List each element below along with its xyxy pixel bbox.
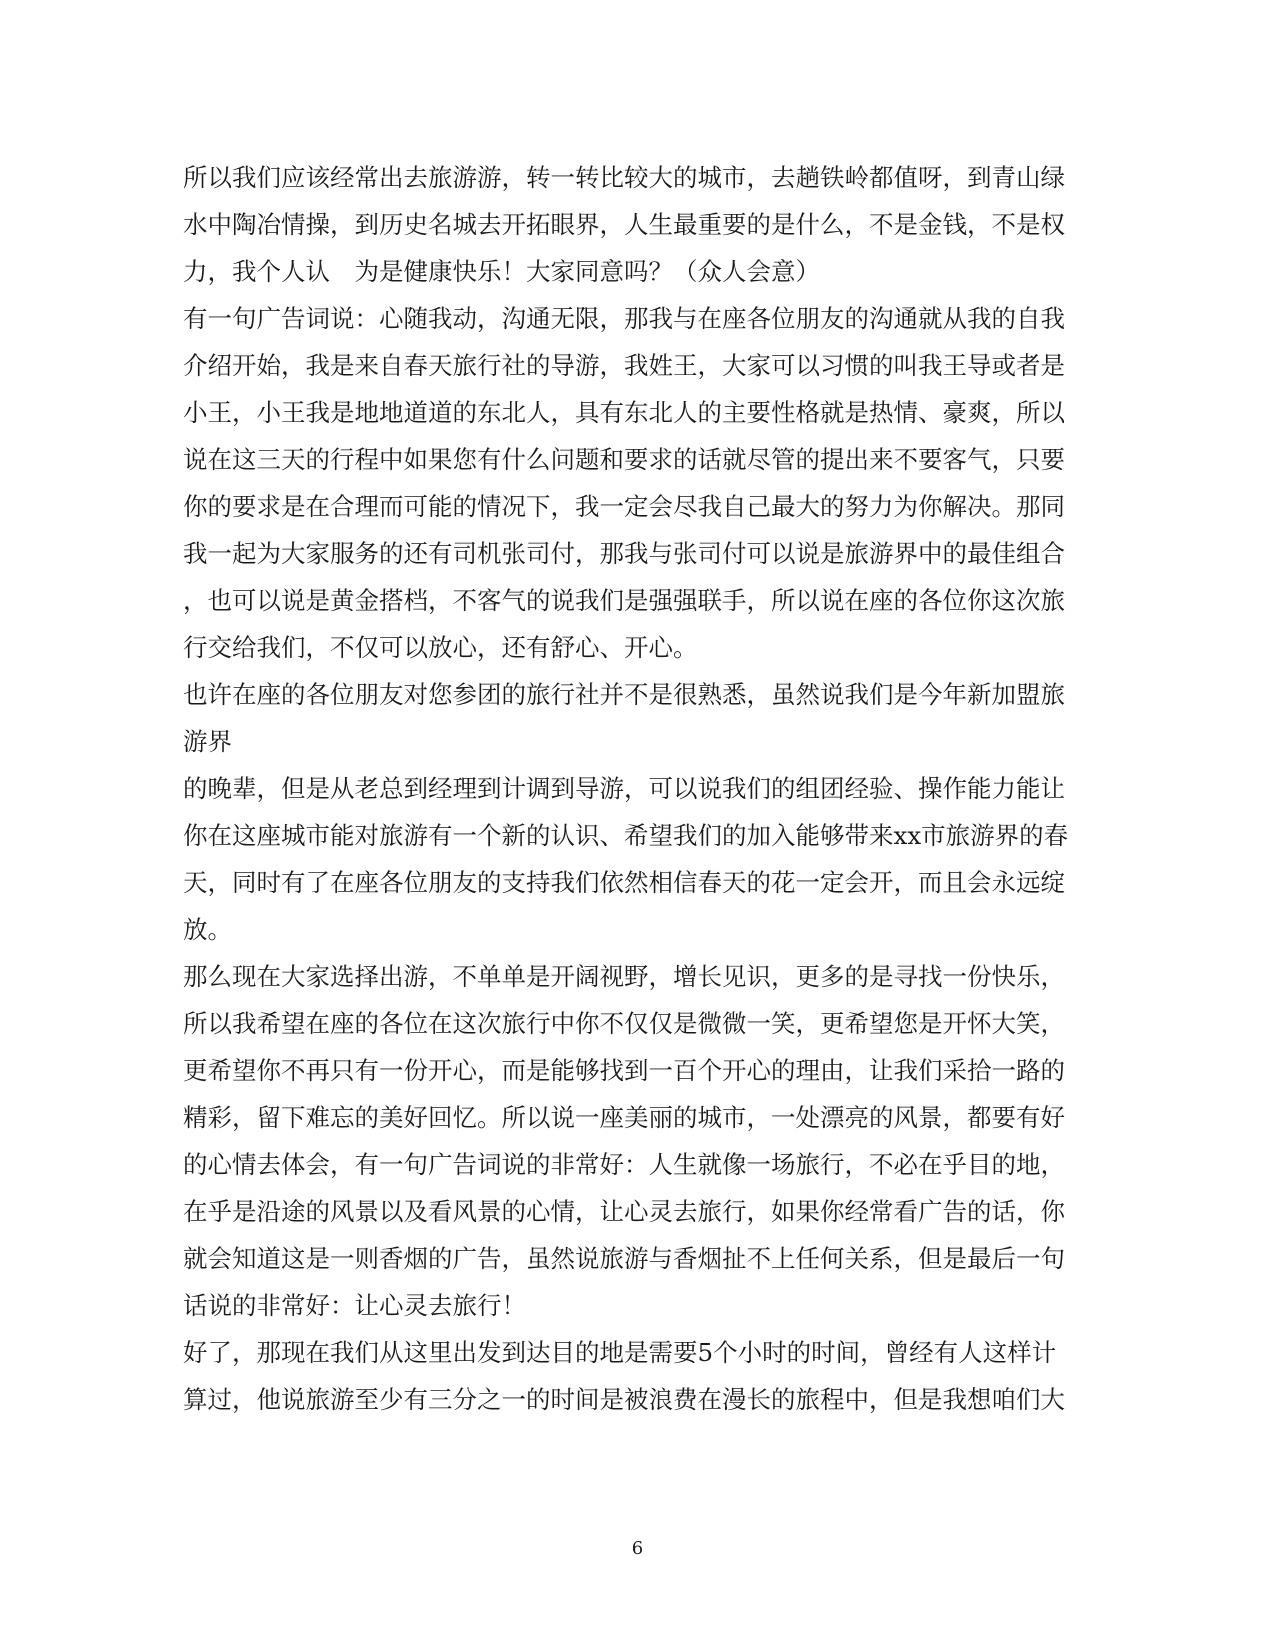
text-line: 所以我们应该经常出去旅游游，转一转比较大的城市，去趟铁岭都值呀，到青山绿 xyxy=(183,163,1065,192)
text-line: 小王，小王我是地地道道的东北人，具有东北人的主要性格就是热情、豪爽，所以 xyxy=(183,398,1065,427)
text-line: 行交给我们，不仅可以放心，还有舒心、开心。 xyxy=(183,633,698,662)
text-line: 你在这座城市能对旅游有一个新的认识、希望我们的加入能够带来xx市旅游界的春 xyxy=(183,821,1069,850)
text-line: 好了，那现在我们从这里出发到达目的地是需要5个小时的时间，曾经有人这样计 xyxy=(183,1338,1057,1367)
text-line: 放。 xyxy=(183,915,232,944)
text-line: 我一起为大家服务的还有司机张司付，那我与张司付可以说是旅游界中的最佳组合 xyxy=(183,539,1065,568)
text-line: 说在这三天的行程中如果您有什么问题和要求的话就尽管的提出来不要客气，只要 xyxy=(183,445,1065,474)
text-line: 所以我希望在座的各位在这次旅行中你不仅仅是微微一笑，更希望您是开怀大笑， xyxy=(183,1009,1065,1038)
text-line: 在乎是沿途的风景以及看风景的心情，让心灵去旅行，如果你经常看广告的话，你 xyxy=(183,1197,1065,1226)
text-line: 话说的非常好：让心灵去旅行！ xyxy=(183,1291,526,1320)
text-line: 就会知道这是一则香烟的广告，虽然说旅游与香烟扯不上任何关系，但是最后一句 xyxy=(183,1244,1065,1273)
text-line: 有一句广告词说：心随我动，沟通无限，那我与在座各位朋友的沟通就从我的自我 xyxy=(183,304,1065,333)
text-line: 也许在座的各位朋友对您参团的旅行社并不是很熟悉，虽然说我们是今年新加盟旅 xyxy=(183,680,1065,709)
page-number: 6 xyxy=(631,1538,644,1559)
text-line: 的晚辈，但是从老总到经理到计调到导游，可以说我们的组团经验、操作能力能让 xyxy=(183,774,1065,803)
text-line: 精彩，留下难忘的美好回忆。所以说一座美丽的城市，一处漂亮的风景，都要有好 xyxy=(183,1103,1065,1132)
text-line: 力，我个人认 为是健康快乐！大家同意吗？（众人会意） xyxy=(183,257,820,286)
text-line: 天，同时有了在座各位朋友的支持我们依然相信春天的花一定会开，而且会永远绽 xyxy=(183,868,1065,897)
text-line: ，也可以说是黄金搭档，不客气的说我们是强强联手，所以说在座的各位你这次旅 xyxy=(183,586,1065,615)
text-line: 游界 xyxy=(183,727,232,756)
text-line: 水中陶冶情操，到历史名城去开拓眼界，人生最重要的是什么，不是金钱，不是权 xyxy=(183,210,1065,239)
text-line: 更希望你不再只有一份开心，而是能够找到一百个开心的理由，让我们采拾一路的 xyxy=(183,1056,1065,1085)
text-line: 的心情去体会，有一句广告词说的非常好：人生就像一场旅行，不必在乎目的地， xyxy=(183,1150,1065,1179)
text-line: 你的要求是在合理而可能的情况下，我一定会尽我自己最大的努力为你解决。那同 xyxy=(183,492,1065,521)
text-line: 算过，他说旅游至少有三分之一的时间是被浪费在漫长的旅程中，但是我想咱们大 xyxy=(183,1385,1065,1414)
text-line: 介绍开始，我是来自春天旅行社的导游，我姓王，大家可以习惯的叫我王导或者是 xyxy=(183,351,1065,380)
body-text xyxy=(183,154,1083,1423)
text-line: 那么现在大家选择出游，不单单是开阔视野，增长见识，更多的是寻找一份快乐， xyxy=(183,962,1065,991)
